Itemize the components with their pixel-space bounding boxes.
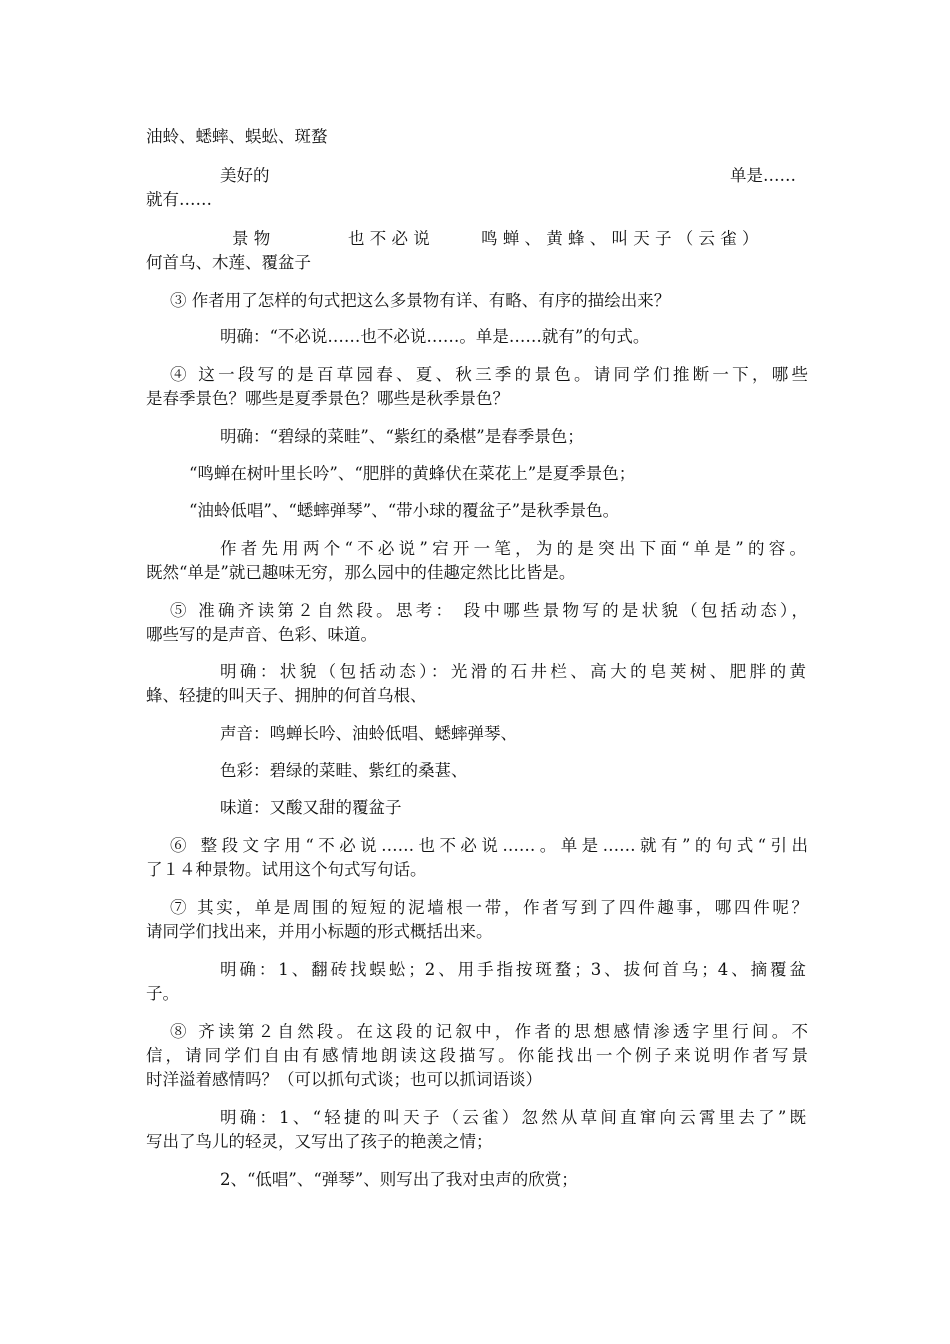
- text-line: ⑧ 齐读第２自然段。在这段的记叙中，作者的思想感情渗透字里行间。不: [170, 1022, 808, 1041]
- text-line: 明确：状貌（包括动态）：光滑的石井栏、高大的皂荚树、肥胖的黄: [220, 662, 806, 681]
- text-line: “鸣蝉在树叶里长吟”、“肥胖的黄蜂伏在菜花上”是夏季景色；: [189, 464, 636, 483]
- text-line: 明确：“不必说……也不必说……。单是……就有”的句式。: [220, 327, 650, 346]
- text-line: 信，请同学们自由有感情地朗读这段描写。你能找出一个例子来说明作者写景: [146, 1046, 808, 1065]
- text-line: 单是……: [730, 166, 796, 185]
- text-line: 明确：“碧绿的菜畦”、“紫红的桑椹”是春季景色；: [220, 427, 584, 446]
- text-line: “油蛉低唱”、“蟋蟀弹琴”、“带小球的覆盆子”是秋季景色。: [189, 501, 620, 520]
- text-line: ⑦ 其实，单是周围的短短的泥墙根一带，作者写到了四件趣事，哪四件呢？: [170, 898, 808, 917]
- text-line: 作者先用两个“不必说”宕开一笔，为的是突出下面“单是”的容。: [220, 539, 806, 558]
- text-line: 2、“低唱”、“弹琴”、则写出了我对虫声的欣赏；: [220, 1170, 578, 1189]
- text-line: 声音：鸣蝉长吟、油蛉低唱、蟋蟀弹琴、: [220, 724, 517, 743]
- text-line: 写出了鸟儿的轻灵，又写出了孩子的艳羡之情；: [146, 1132, 493, 1151]
- text-line: 景 物: [232, 229, 271, 248]
- text-line: 何首乌、木莲、覆盆子: [146, 253, 311, 272]
- text-line: 色彩：碧绿的菜畦、紫红的桑葚、: [220, 761, 468, 780]
- text-line: ④ 这一段写的是百草园春、夏、秋三季的景色。请同学们推断一下，哪些: [170, 365, 808, 384]
- text-line: 既然“单是”就已趣味无穷，那么园中的佳趣定然比比皆是。: [146, 563, 576, 582]
- text-line: ⑤ 准确齐读第２自然段。思考： 段中哪些景物写的是状貌（包括动态），: [170, 601, 808, 620]
- text-line: 明确：1、翻砖找蜈蚣；2、用手指按斑蝥；3、拔何首乌；4、摘覆盆: [220, 960, 806, 979]
- text-line: 美好的: [220, 166, 270, 185]
- text-line: 味道：又酸又甜的覆盆子: [220, 798, 402, 817]
- text-line: 油蛉、蟋蟀、蜈蚣、斑蝥: [146, 127, 328, 146]
- text-line: 了１４种景物。试用这个句式写句话。: [146, 860, 427, 879]
- text-line: ⑥ 整段文字用“不必说……也不必说……。单是……就有”的句式“引出: [170, 836, 808, 855]
- text-line: 哪些写的是声音、色彩、味道。: [146, 625, 377, 644]
- text-line: 蜂、轻捷的叫天子、拥肿的何首乌根、: [146, 686, 427, 705]
- text-line: 时洋溢着感情吗？（可以抓句式谈；也可以抓词语谈）: [146, 1070, 542, 1089]
- text-line: ③ 作者用了怎样的句式把这么多景物有详、有略、有序的描绘出来？: [170, 291, 671, 310]
- text-line: 请同学们找出来，并用小标题的形式概括出来。: [146, 922, 493, 941]
- text-line: 子。: [146, 984, 179, 1003]
- text-line: 就有……: [146, 190, 212, 209]
- text-line: 也 不 必 说: [348, 229, 430, 248]
- text-line: 明确：1、“轻捷的叫天子（云雀）忽然从草间直窜向云霄里去了”既: [220, 1108, 806, 1127]
- text-line: 鸣 蝉 、 黄 蜂 、 叫 天 子 （ 云 雀 ）: [481, 229, 759, 248]
- text-line: 是春季景色？哪些是夏季景色？哪些是秋季景色？: [146, 389, 509, 408]
